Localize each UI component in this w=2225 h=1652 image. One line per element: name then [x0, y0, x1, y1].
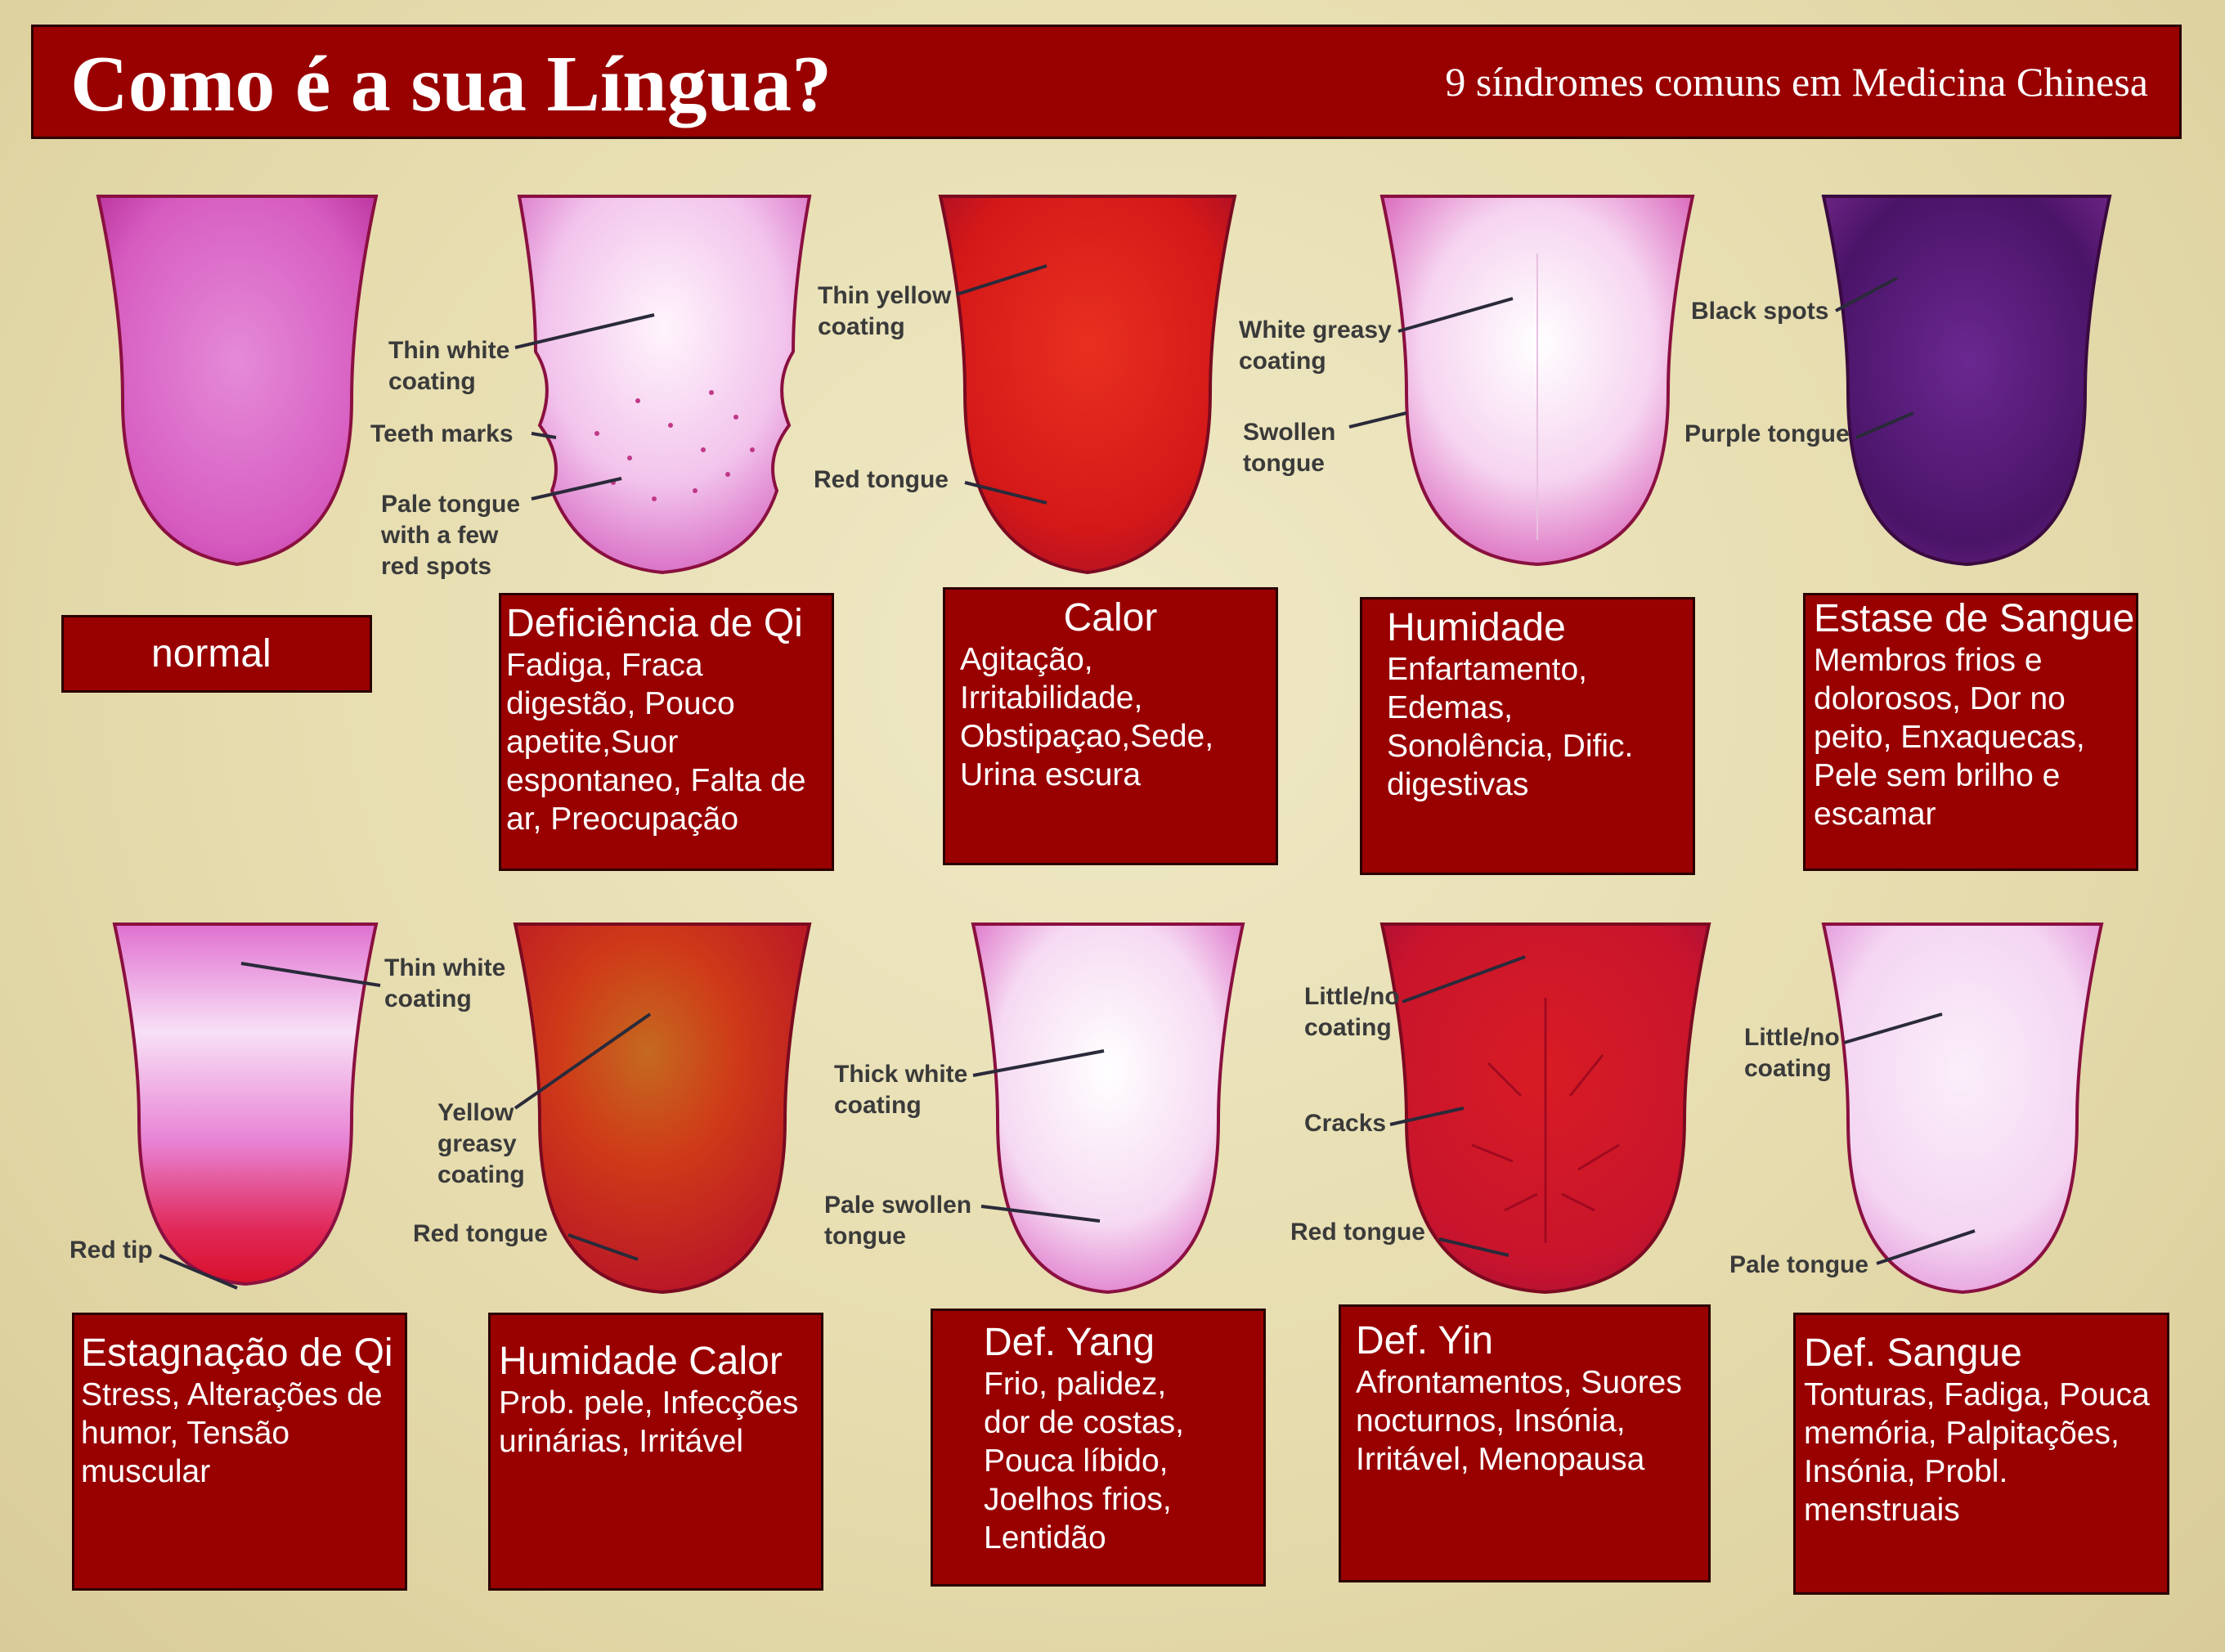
tongue-estase-sangue: [1815, 188, 2118, 572]
annotation-label: Red tongue: [413, 1220, 548, 1247]
syndrome-description: Frio, palidez, dor de costas, Pouca líbido, Joelhos frios, Lentidão: [984, 1367, 1184, 1555]
annotation-label: Swollen tongue: [1243, 419, 1336, 477]
syndrome-box-normal: [61, 615, 372, 693]
syndrome-description: Prob. pele, Infecções urinárias, Irritável: [499, 1385, 799, 1459]
annotation-label: Thin yellow coating: [818, 282, 952, 340]
syndrome-description: Agitação, Irritabilidade, Obstipaçao,Sede, Urina escura: [960, 642, 1214, 792]
tongue-def-yin-shape: [1374, 916, 1717, 1300]
syndrome-title: Humidade Calor: [499, 1340, 783, 1383]
syndrome-box-estase-sangue: [1803, 593, 2138, 871]
syndrome-box-def-yang: [931, 1309, 1266, 1587]
annotation-label: Red tongue: [814, 466, 949, 493]
annotation-label: Red tongue: [1290, 1219, 1425, 1246]
tongue-deficiencia-qi: [507, 188, 818, 581]
annotation-label: Thin white coating: [388, 337, 510, 395]
annotation-label: Teeth marks: [370, 420, 514, 447]
syndrome-description: Stress, Alterações de humor, Tensão muscular: [81, 1377, 383, 1489]
annotation-label: Pale swollen tongue: [824, 1192, 972, 1250]
tongue-humidade: [1374, 188, 1701, 572]
tongue-calor: [932, 188, 1243, 581]
syndrome-title: Calor: [1063, 596, 1158, 640]
tongue-humidade-shape: [1374, 188, 1701, 572]
syndrome-title: Def. Yang: [984, 1321, 1155, 1364]
tongue-def-sangue-shape: [1815, 916, 2110, 1300]
syndrome-description: Membros frios e dolorosos, Dor no peito, Enxaquecas, Pele sem brilho e escamar: [1814, 643, 2085, 832]
tongue-def-yin: [1374, 916, 1717, 1300]
syndrome-description: Afrontamentos, Suores nocturnos, Insónia, Irritável, Menopausa: [1356, 1365, 1682, 1477]
tongue-def-yang: [965, 916, 1251, 1300]
annotation-label: Black spots: [1691, 298, 1829, 325]
annotation-label: White greasy coating: [1239, 316, 1392, 375]
annotation-label: Yellow greasy coating: [437, 1099, 525, 1188]
tongue-normal: [90, 188, 384, 572]
syndrome-title: Deficiência de Qi: [506, 602, 803, 645]
annotation-label: Purple tongue: [1684, 420, 1850, 447]
annotation-label: Thick white coating: [834, 1061, 968, 1119]
annotation-label: Red tip: [70, 1237, 153, 1264]
syndrome-description: Tonturas, Fadiga, Pouca memória, Palpitações, Insónia, Probl. menstruais: [1804, 1377, 2150, 1528]
syndrome-box-estagnacao-qi: [72, 1313, 407, 1591]
annotation-label: Thin white coating: [384, 954, 506, 1012]
tongue-deficiencia-qi-shape: [507, 188, 818, 581]
syndrome-description: Enfartamento, Edemas, Sonolência, Dific. digestivas: [1387, 652, 1634, 802]
tongue-calor-shape: [932, 188, 1243, 581]
syndrome-box-humidade-calor: [488, 1313, 823, 1591]
tongue-normal-shape: [90, 188, 384, 572]
tongue-humidade-calor: [507, 916, 818, 1300]
syndrome-box-def-sangue: [1793, 1313, 2169, 1595]
syndrome-description: Fadiga, Fraca digestão, Pouco apetite,Suor espontaneo, Falta de ar, Preocupação: [506, 648, 806, 837]
syndrome-box-deficiencia-qi: [499, 593, 834, 871]
tongue-def-yang-shape: [965, 916, 1251, 1300]
syndrome-title: Def. Sangue: [1804, 1331, 2022, 1375]
syndrome-box-def-yin: [1339, 1304, 1711, 1582]
annotation-label: Little/no coating: [1304, 983, 1400, 1041]
title-bar: [31, 25, 2182, 139]
page-title: Como é a sua Língua?: [70, 40, 832, 128]
annotation-label: Cracks: [1304, 1110, 1387, 1137]
annotation-label: Pale tongue: [1729, 1251, 1869, 1278]
syndrome-title: Humidade: [1387, 606, 1566, 649]
tongue-humidade-calor-shape: [507, 916, 818, 1300]
annotation-label: Little/no coating: [1744, 1024, 1840, 1082]
tongue-estase-sangue-shape: [1815, 188, 2118, 572]
annotation-label: Pale tongue with a few red spots: [381, 491, 521, 580]
syndrome-title: Estase de Sangue: [1814, 597, 2135, 640]
syndrome-title: normal: [151, 632, 271, 676]
syndrome-title: Def. Yin: [1356, 1319, 1494, 1362]
syndrome-box-humidade: [1360, 597, 1695, 875]
page-subtitle: 9 síndromes comuns em Medicina Chinesa: [1445, 59, 2148, 105]
tongue-def-sangue: [1815, 916, 2110, 1300]
syndrome-box-calor: [943, 587, 1278, 865]
syndrome-title: Estagnação de Qi: [81, 1331, 393, 1375]
